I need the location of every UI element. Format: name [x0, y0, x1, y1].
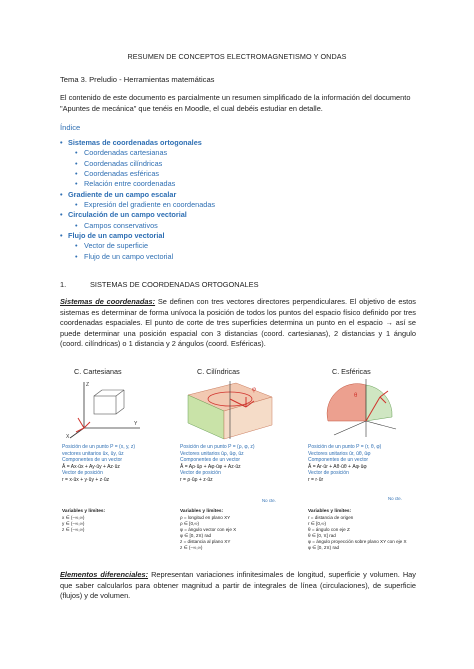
bullet-line: Componentes de un vector: [62, 457, 123, 464]
bullet-line: Posición de un punto P = (r, θ, φ): [308, 444, 382, 450]
document-title: RESUMEN DE CONCEPTOS ELECTROMAGNETISMO Y ONDAS: [127, 52, 347, 61]
bullet-line: Â = Ar·ûr + Aθ·ûθ + Aφ·ûφ: [308, 463, 367, 470]
coordinates-text: Se definen con tres vectores directores perpendiculares. El objetivo de estos sistemas es determinar de forma unívoca la posición de todos los puntos del espacio físico definido por tres coordenadas espaciales. El punto de corte de tres superficies determina un punto en el espacio → así se puede determinar una posición espacial con 3 distancias (coord. cartesianas), 2 distancias y 1 ángulo (coord. cilíndricas) o 1 distancia y 2 ángulos (coord. Esféricas).: [60, 297, 416, 349]
limit-line: φ = ángulo proyección sobre plano XY con eje X: [308, 539, 407, 544]
spherical-bullets: [308, 444, 420, 484]
table-of-contents: [60, 138, 215, 262]
limit-line: r = distancia de origen: [308, 515, 354, 520]
limits-title: Variables y límites:: [62, 509, 106, 514]
bullet-line: Posición de un punto P = (ρ, φ, z): [180, 444, 255, 450]
limit-line: x ∈ (−∞,∞): [62, 515, 85, 520]
limits-title: Variables y límites:: [180, 509, 224, 514]
coordinates-term: Sistemas de coordenadas:: [60, 297, 156, 306]
index-heading: Índice: [60, 123, 81, 132]
cylindrical-bullets: [180, 444, 298, 484]
differential-elements-paragraph: [60, 570, 416, 602]
cylindrical-diagram: [180, 377, 280, 443]
bullet-line: Vector de posición: [180, 470, 221, 477]
limit-line: θ ∈ [0, π] rad: [308, 533, 336, 538]
limit-line: r ∈ [0,∞): [308, 521, 326, 526]
toc-item[interactable]: • Flujo de un campo vectorial: [60, 252, 215, 262]
toc-item[interactable]: • Vector de superficie: [60, 241, 215, 251]
bullet-line: Componentes de un vector: [308, 457, 369, 464]
cartesian-diagram: [64, 378, 144, 440]
bullet-line: Vectores unitarios ûρ, ûφ, ûz: [180, 450, 244, 457]
limit-line: z ∈ (−∞,∞): [180, 545, 203, 550]
svg-text:θ: θ: [354, 393, 358, 399]
section-number: 1.: [60, 280, 67, 289]
toc-item[interactable]: • Circulación de un campo vectorial: [60, 210, 215, 220]
toc-item[interactable]: • Campos conservativos: [60, 221, 215, 231]
cartesian-heading: C. Cartesianas: [74, 367, 122, 376]
cylindrical-limits: [180, 508, 298, 551]
limit-line: φ ∈ [0, 2π) rad: [180, 533, 212, 538]
cartesian-bullets: [62, 444, 172, 484]
limit-line: ρ ∈ [0,∞): [180, 521, 200, 526]
svg-text:X: X: [66, 434, 70, 440]
bullet-line: Componentes de un vector: [180, 457, 241, 464]
toc-item[interactable]: • Coordenadas cilíndricas: [60, 159, 215, 169]
svg-text:φ: φ: [252, 387, 256, 393]
toc-item[interactable]: • Flujo de un campo vectorial: [60, 231, 215, 241]
bullet-line: Vector de posición: [308, 470, 349, 477]
bullet-line: Vector de posición: [62, 470, 103, 477]
toc-item[interactable]: • Expresión del gradiente en coordenadas: [60, 200, 215, 210]
not-constant-note: No cte.: [262, 498, 276, 503]
section-heading: [60, 280, 259, 289]
bullet-line: vectores unitarios ûx, ûy, ûz: [62, 450, 124, 457]
limit-line: φ ∈ [0, 2π) rad: [308, 545, 340, 550]
toc-item[interactable]: • Gradiente de un campo escalar: [60, 190, 215, 200]
bullet-line: r = x·ûx + y·ûy + z·ûz: [62, 476, 110, 483]
toc-item[interactable]: • Coordenadas esféricas: [60, 169, 215, 179]
differential-term: Elementos diferenciales:: [60, 570, 149, 579]
toc-item[interactable]: • Relación entre coordenadas: [60, 179, 215, 189]
coordinates-paragraph: [60, 297, 416, 350]
svg-text:Z: Z: [86, 382, 90, 388]
intro-paragraph: El contenido de este documento es parcialmente un resumen simplificado de la información del documento "Apuntes de mecánica" que tenéis en Moodle, el cual debéis estudiar en detalle.: [60, 93, 411, 113]
toc-item[interactable]: • Coordenadas cartesianas: [60, 148, 215, 158]
limit-line: θ = ángulo con eje Z: [308, 527, 350, 532]
not-constant-note: No cte.: [388, 496, 402, 501]
bullet-line: Posición de un punto P = (x, y, z): [62, 444, 136, 450]
svg-text:Y: Y: [134, 421, 138, 427]
cylindrical-heading: C. Cilíndricas: [197, 367, 240, 376]
section-subtitle: Tema 3. Preludio - Herramientas matemáticas: [60, 75, 215, 84]
spherical-diagram: [314, 377, 398, 441]
spherical-limits: [308, 508, 424, 551]
section-title: SISTEMAS DE COORDENADAS ORTOGONALES: [90, 280, 259, 289]
limit-line: z ∈ (−∞,∞): [62, 527, 85, 532]
cartesian-limits: [62, 508, 166, 533]
bullet-line: Â = Aρ·ûρ + Aφ·ûφ + Az·ûz: [180, 463, 241, 470]
bullet-line: Vectores unitarios ûr, ûθ, ûφ: [308, 450, 371, 457]
differential-text: Representan variaciones infinitesimales de longitud, superficie y volumen. Hay que saber calcularlos para obtener magnitud a partir de integrales de línea (circulaciones), de superficie (flujos) y de volumen.: [60, 570, 416, 601]
bullet-line: Â = Ax·ûx + Ay·ûy + Az·ûz: [62, 463, 120, 470]
limits-title: Variables y límites:: [308, 509, 352, 514]
toc-item[interactable]: • Sistemas de coordenadas ortogonales: [60, 138, 215, 148]
spherical-heading: C. Esféricas: [332, 367, 371, 376]
bullet-line: r = r·ûr: [308, 476, 324, 483]
limit-line: φ = ángulo vector con eje X: [180, 527, 237, 532]
limit-line: y ∈ (−∞,∞): [62, 521, 85, 526]
limit-line: z = distancia al plano XY: [180, 539, 231, 544]
bullet-line: r = ρ·ûρ + z·ûz: [180, 476, 213, 483]
limit-line: ρ = longitud en plano XY: [180, 515, 231, 520]
